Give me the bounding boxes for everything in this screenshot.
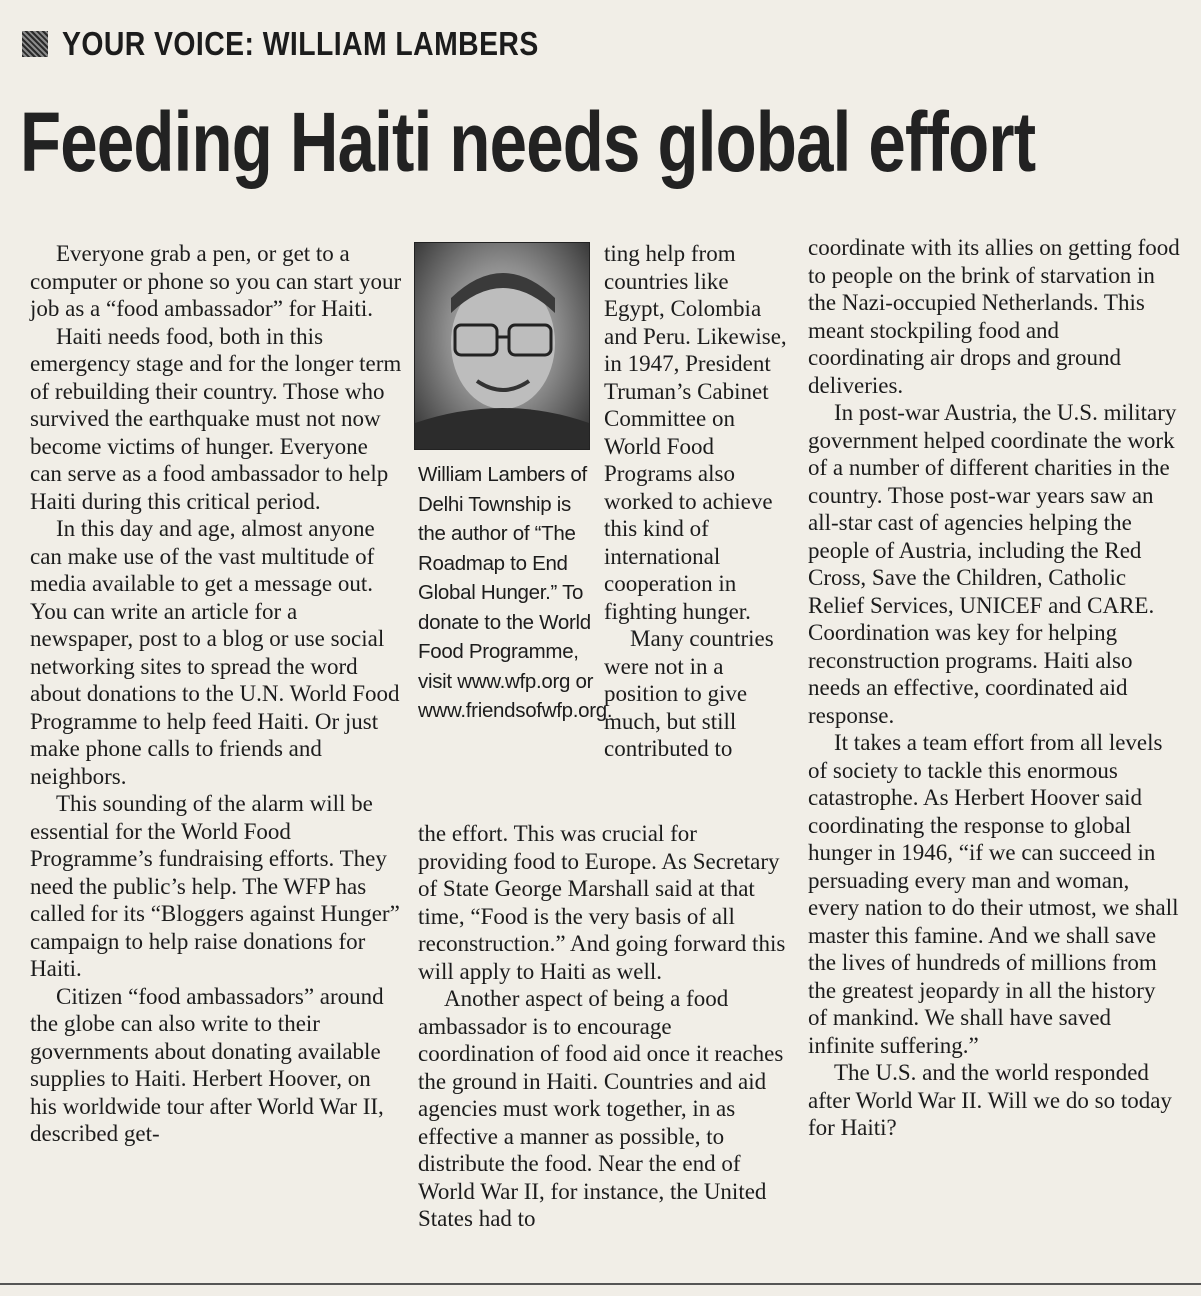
bottom-rule bbox=[0, 1283, 1201, 1285]
paragraph: Many countries were not in a position to give much, but still contributed to bbox=[604, 626, 774, 761]
headline: Feeding Haiti needs global effort bbox=[20, 95, 1036, 189]
paragraph: The U.S. and the world responded after World War II. Will we do so today for Haiti? bbox=[808, 1060, 1172, 1140]
paragraph: It takes a team effort from all levels of society to tackle this enormous catastrophe. As Herbert Hoover said coordinating the response to global hunger in 1946, “if we can succeed in persuading every man and woman, every nation to do their utmost, we shall master this famine. And we shall save the lives of hundreds of millions from the greatest jeopardy in all the history of mankind. We shall have saved infinite suffering.” bbox=[808, 730, 1179, 1058]
paragraph: In this day and age, almost anyone can make use of the vast multitude of media available to get a message out. You can write an article for a newspaper, post to a blog or use social networking sites to spread the word about donations to the U.N. World Food Programme to help feed Haiti. Or just make phone calls to friends and neighbors. bbox=[30, 516, 400, 789]
paragraph: This sounding of the alarm will be essential for the World Food Programme’s fundraising efforts. They need the public’s help. The WFP has called for its “Bloggers against Hunger” campaign to help raise donations for Haiti. bbox=[30, 791, 400, 981]
article-column-1 bbox=[30, 240, 402, 1148]
paragraph: coordinate with its allies on getting food to people on the brink of starvation in the Nazi-occupied Netherlands. This meant stockpiling food and coordinating air drops and ground deliveries. bbox=[808, 235, 1180, 398]
kicker bbox=[22, 22, 616, 66]
article-column-2-top bbox=[604, 240, 788, 763]
section-marker-icon bbox=[22, 31, 48, 57]
paragraph: Everyone grab a pen, or get to a computer or phone so you can start your job as a “food ambassador” for Haiti. bbox=[30, 241, 402, 321]
paragraph: Citizen “food ambassadors” around the globe can also write to their governments about donating available supplies to Haiti. Herbert Hoover, on his worldwide tour after World War II, described get- bbox=[30, 983, 384, 1146]
photo-caption bbox=[418, 460, 613, 726]
paragraph: Another aspect of being a food ambassador is to encourage coordination of food aid once it reaches the ground in Haiti. Countries and aid agencies must work together, in as effective a manner as possible, to distribute the food. Near the end of World War II, for instance, the United States had to bbox=[418, 986, 784, 1231]
caption-text: William Lambers of Delhi Township is the author of “The Roadmap to End Global Hunger.” To donate to the World Food Programme, visit www.wfp.org or www.friendsofwfp.org. bbox=[418, 463, 613, 722]
article-column-2-bottom bbox=[418, 820, 790, 1233]
paragraph: Haiti needs food, both in this emergency stage and for the longer term of rebuilding their country. Those who survived the earthquake must not now become victims of hunger. Everyone can serve as a food ambassador to help Haiti during this critical period. bbox=[30, 323, 402, 514]
paragraph: In post-war Austria, the U.S. military government helped coordinate the work of a number of different charities in the country. Those post-war years saw an all-star cast of agencies helping the people of Austria, including the Red Cross, Save the Children, Catholic Relief Services, UNICEF and CARE. Coordination was key for helping reconstruction programs. Haiti also needs an effective, coordinated aid response. bbox=[808, 400, 1177, 728]
article-column-3 bbox=[808, 234, 1180, 1142]
author-portrait-icon bbox=[415, 243, 589, 449]
paragraph: ting help from countries like Egypt, Colombia and Peru. Likewise, in 1947, President Truman’s Cabinet Committee on World Food Programs also worked to achieve this kind of international cooperation in fighting hunger. bbox=[604, 241, 787, 624]
author-photo bbox=[414, 242, 590, 450]
paragraph: the effort. This was crucial for providing food to Europe. As Secretary of State George Marshall said at that time, “Food is the very basis of all reconstruction.” And going forward this will apply to Haiti as well. bbox=[418, 821, 786, 984]
kicker-text: YOUR VOICE: WILLIAM LAMBERS bbox=[62, 25, 539, 62]
